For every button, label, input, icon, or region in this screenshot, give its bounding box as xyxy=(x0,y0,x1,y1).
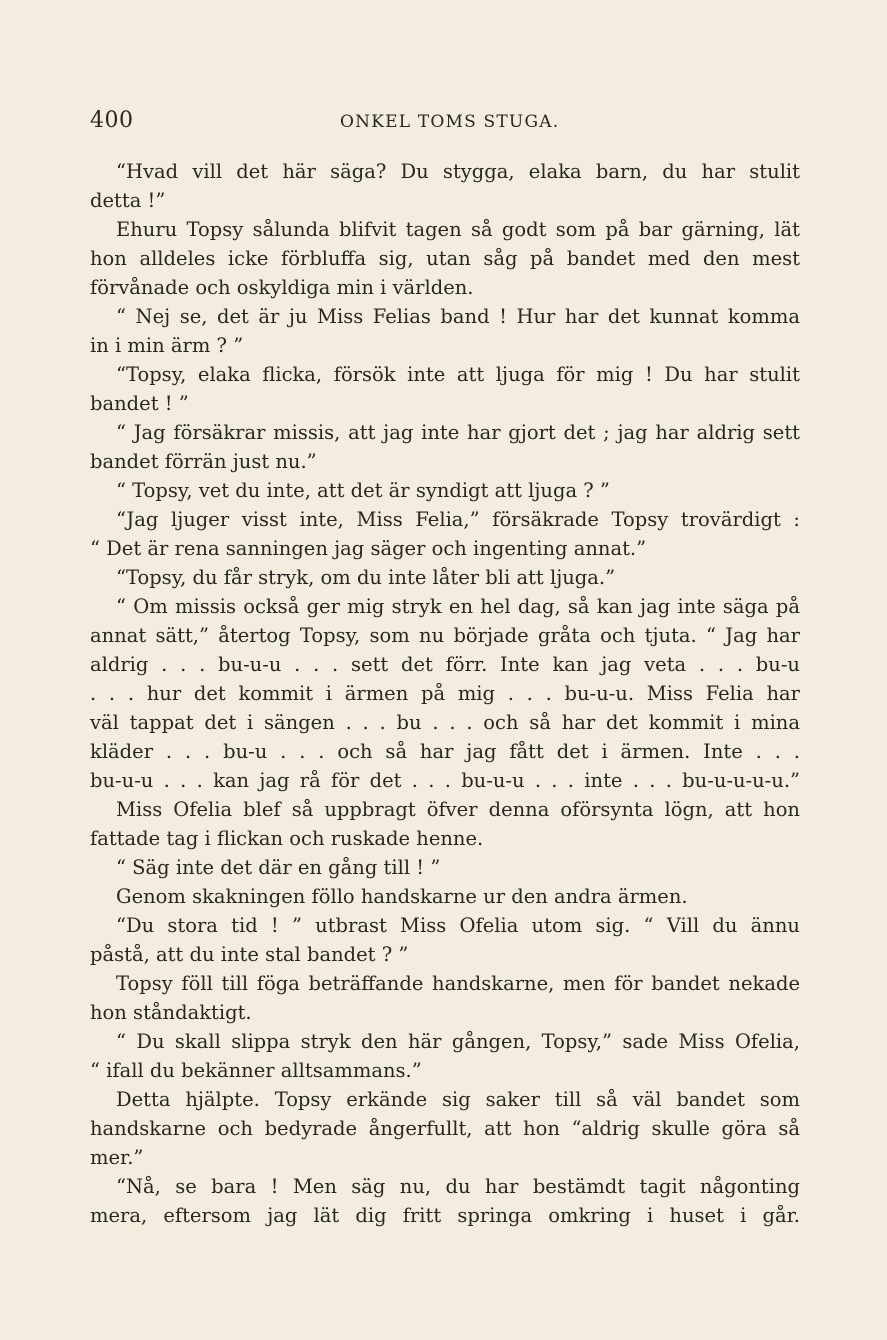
text-line: hon alldeles icke förbluffa sig, utan såg på bandet med den mest xyxy=(90,247,800,270)
page-number: 400 xyxy=(90,108,134,133)
text-line: “ Jag försäkrar missis, att jag inte har gjort det ; jag har aldrig sett xyxy=(116,421,800,444)
text-line: “ Nej se, det är ju Miss Felias band ! Hur har det kunnat komma xyxy=(116,305,800,328)
text-line: handskarne och bedyrade ångerfullt, att hon “aldrig skulle göra så xyxy=(90,1117,800,1140)
text-line: hon ståndaktigt. xyxy=(90,1001,252,1024)
text-line: Miss Ofelia blef så uppbragt öfver denna oförsynta lögn, att hon xyxy=(116,798,800,821)
text-line: “Topsy, elaka flicka, försök inte att ljuga för mig ! Du har stulit xyxy=(116,363,800,386)
text-line: “ Topsy, vet du inte, att det är syndigt att ljuga ? ” xyxy=(116,479,610,502)
text-line: fattade tag i flickan och ruskade henne. xyxy=(90,827,484,850)
page-header xyxy=(90,108,800,136)
text-line: mer.” xyxy=(90,1146,144,1169)
text-line: “Hvad vill det här säga? Du stygga, elaka barn, du har stulit xyxy=(116,160,800,183)
text-line: “ Det är rena sanningen jag säger och ingenting annat.” xyxy=(90,537,647,560)
text-line: in i min ärm ? ” xyxy=(90,334,244,357)
text-line: bandet förrän just nu.” xyxy=(90,450,317,473)
text-line: “Nå, se bara ! Men säg nu, du har bestämdt tagit någonting xyxy=(116,1175,800,1198)
text-line: “Topsy, du får stryk, om du inte låter bli att ljuga.” xyxy=(116,566,616,589)
text-line: aldrig . . . bu-u-u . . . sett det förr. Inte kan jag veta . . . bu-u xyxy=(90,653,800,676)
text-line: annat sätt,” återtog Topsy, som nu började gråta och tjuta. “ Jag har xyxy=(90,624,800,647)
text-line: Ehuru Topsy sålunda blifvit tagen så godt som på bar gärning, lät xyxy=(116,218,800,241)
text-line: påstå, att du inte stal bandet ? ” xyxy=(90,943,409,966)
text-line: “ Säg inte det där en gång till ! ” xyxy=(116,856,441,879)
text-line: mera, eftersom jag lät dig fritt springa omkring i huset i går. xyxy=(90,1204,800,1227)
running-title: ONKEL TOMS STUGA. xyxy=(340,112,560,132)
text-line: “Jag ljuger visst inte, Miss Felia,” försäkrade Topsy trovärdigt : xyxy=(116,508,800,531)
text-line: detta !” xyxy=(90,189,166,212)
text-line: bu-u-u . . . kan jag rå för det . . . bu-u-u . . . inte . . . bu-u-u-u-u.” xyxy=(90,769,800,792)
text-line: Detta hjälpte. Topsy erkände sig saker till så väl bandet som xyxy=(116,1088,800,1111)
text-line: . . . hur det kommit i ärmen på mig . . . bu-u-u. Miss Felia har xyxy=(90,682,800,705)
text-line: “ Du skall slippa stryk den här gången, Topsy,” sade Miss Ofelia, xyxy=(116,1030,800,1053)
text-line: kläder . . . bu-u . . . och så har jag fått det i ärmen. Inte . . . xyxy=(90,740,800,763)
text-line: Genom skakningen föllo handskarne ur den andra ärmen. xyxy=(116,885,688,908)
text-line: “Du stora tid ! ” utbrast Miss Ofelia utom sig. “ Vill du ännu xyxy=(116,914,800,937)
text-line: väl tappat det i sängen . . . bu . . . och så har det kommit i mina xyxy=(90,711,800,734)
text-line: bandet ! ” xyxy=(90,392,189,415)
text-line: förvånade och oskyldiga min i världen. xyxy=(90,276,474,299)
text-line: Topsy föll till föga beträffande handskarne, men för bandet nekade xyxy=(116,972,800,995)
body-text xyxy=(90,157,800,1230)
text-line: “ ifall du bekänner alltsammans.” xyxy=(90,1059,422,1082)
text-line: “ Om missis också ger mig stryk en hel dag, så kan jag inte säga på xyxy=(116,595,800,618)
